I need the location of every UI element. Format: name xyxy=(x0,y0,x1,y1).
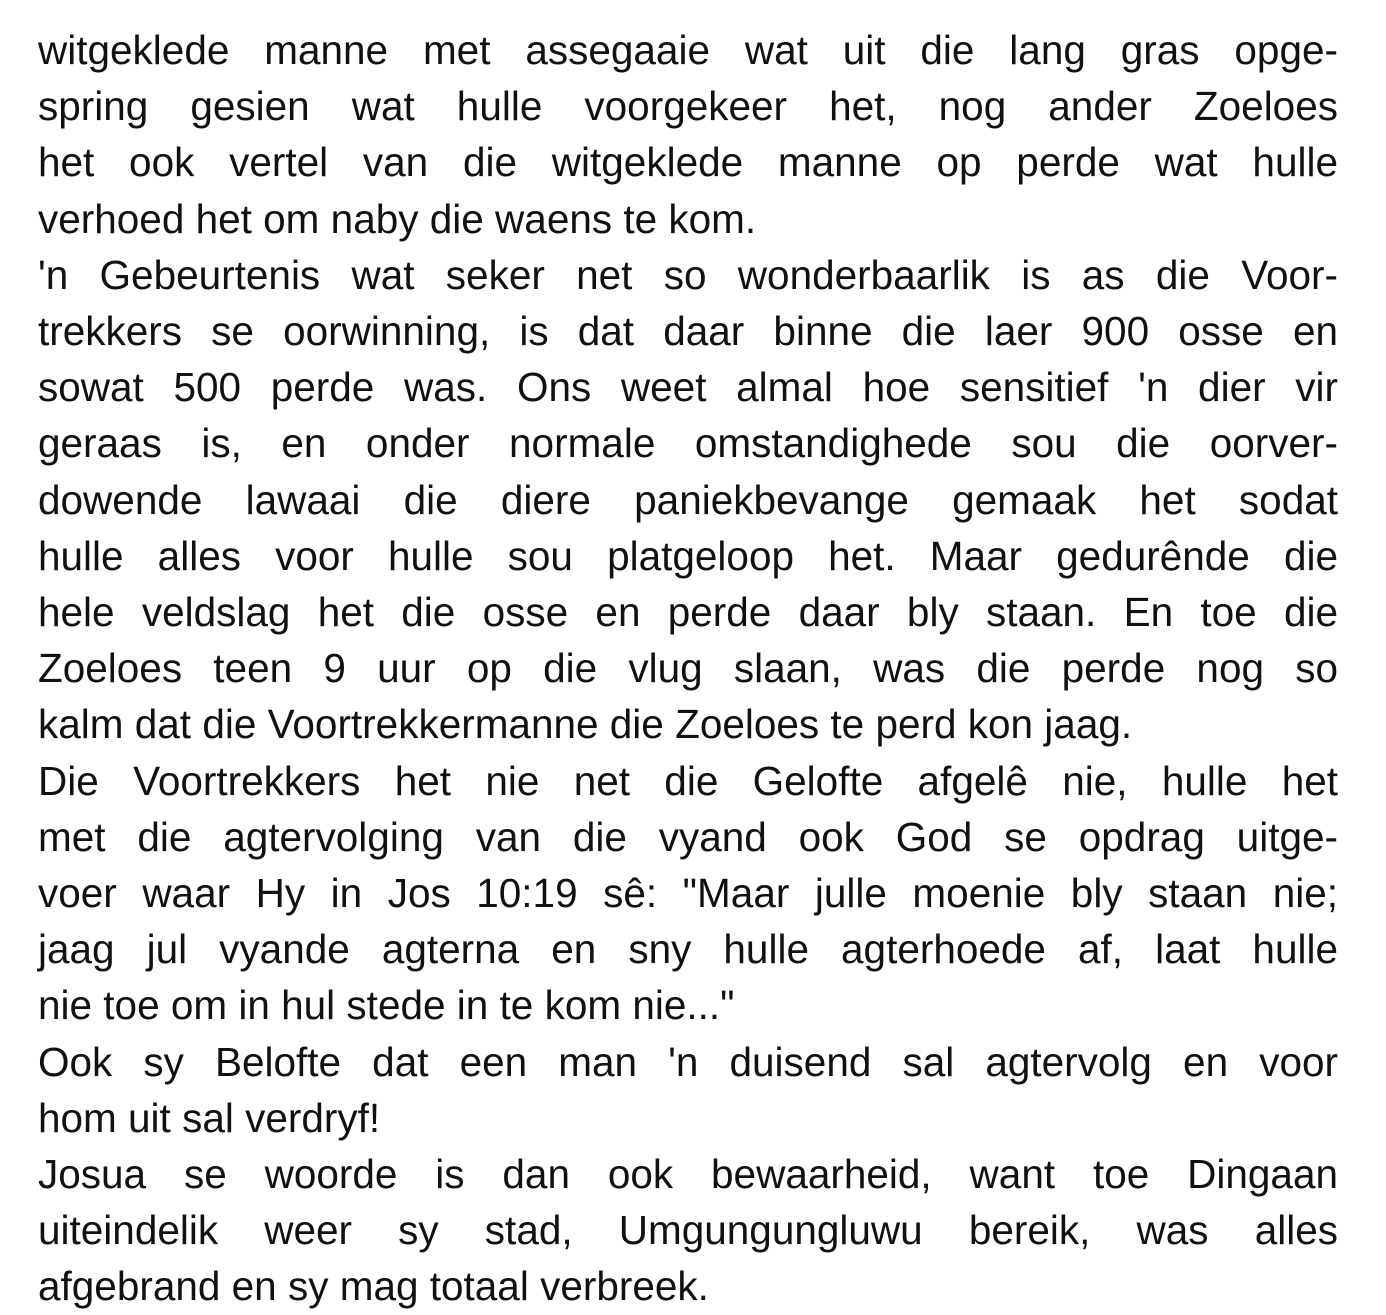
text-line: witgeklede manne met assegaaie wat uit die lang gras opge- xyxy=(38,27,1338,73)
text-line: Josua se woorde is dan ook bewaarheid, want toe Dingaan xyxy=(38,1151,1338,1198)
text-line: Zoeloes teen 9 uur op die vlug slaan, was die perde nog so xyxy=(38,645,1338,692)
text-line: hom uit sal verdryf! xyxy=(38,1094,381,1141)
text-line: het ook vertel van die witgeklede manne op perde wat hulle xyxy=(38,139,1338,186)
text-line: 'n Gebeurtenis wat seker net so wonderbaarlik is as die Voor- xyxy=(38,251,1338,298)
text-line: verhoed het om naby die waens te kom. xyxy=(38,195,757,242)
document-page xyxy=(38,22,1338,1315)
text-line: sowat 500 perde was. Ons weet almal hoe sensitief 'n dier vir xyxy=(38,364,1338,411)
text-line: kalm dat die Voortrekkermanne die Zoeloes te perd kon jaag. xyxy=(38,701,1133,748)
text-line: hulle alles voor hulle sou platgeloop het. Maar gedurênde die xyxy=(38,532,1338,579)
text-line: spring gesien wat hulle voorgekeer het, nog ander Zoeloes xyxy=(38,83,1338,130)
text-line: Die Voortrekkers het nie net die Gelofte afgelê nie, hulle het xyxy=(38,757,1338,804)
text-line: dowende lawaai die diere paniekbevange gemaak het sodat xyxy=(38,476,1338,523)
text-line: nie toe om in hul stede in te kom nie..." xyxy=(38,982,735,1029)
text-line: jaag jul vyande agterna en sny hulle agterhoede af, laat hulle xyxy=(38,926,1338,973)
text-line: geraas is, en onder normale omstandighede sou die oorver- xyxy=(38,420,1338,467)
text-line: afgebrand en sy mag totaal verbreek. xyxy=(38,1263,709,1310)
text-line: voer waar Hy in Jos 10:19 sê: "Maar julle moenie bly staan nie; xyxy=(38,870,1338,917)
text-line: uiteindelik weer sy stad, Umgungungluwu bereik, was alles xyxy=(38,1207,1338,1254)
text-line: trekkers se oorwinning, is dat daar binne die laer 900 osse en xyxy=(38,308,1338,355)
text-line: Ook sy Belofte dat een man 'n duisend sal agtervolg en voor xyxy=(38,1038,1338,1085)
text-line: met die agtervolging van die vyand ook God se opdrag uitge- xyxy=(38,813,1338,860)
text-line: hele veldslag het die osse en perde daar bly staan. En toe die xyxy=(38,589,1338,636)
